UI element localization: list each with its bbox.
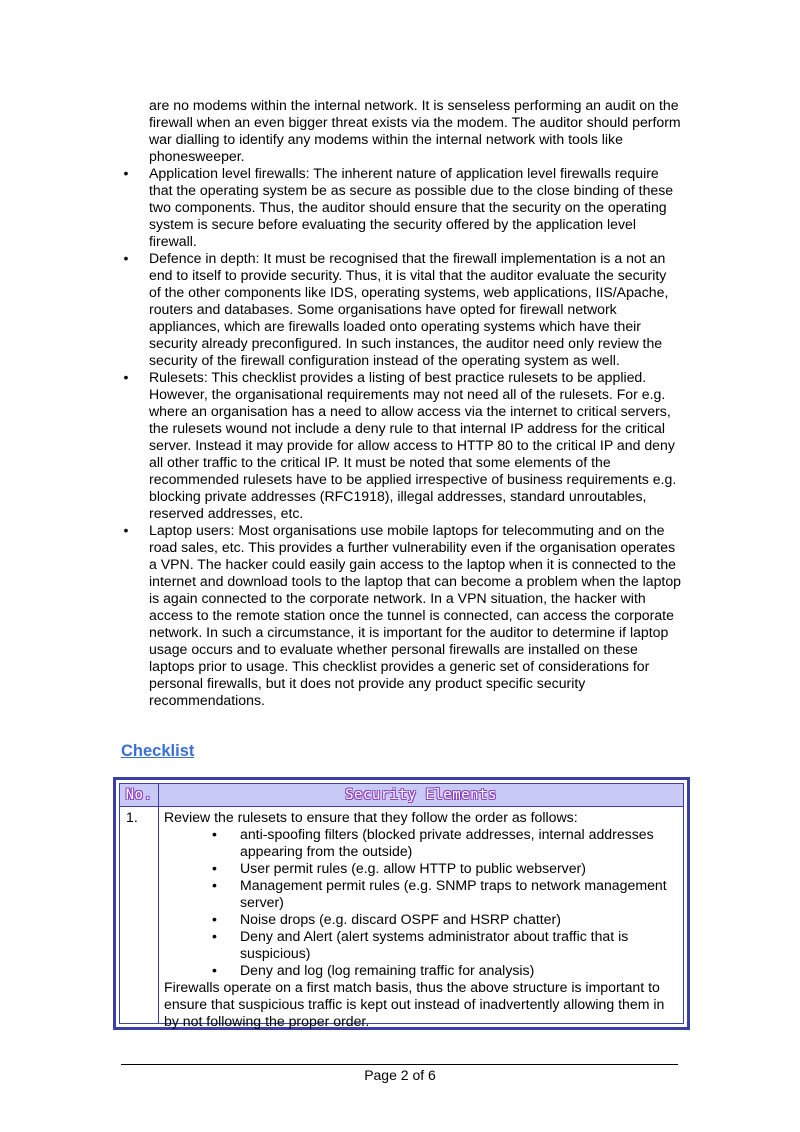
- bullet-icon: •: [212, 860, 217, 876]
- row-number: 1.: [126, 809, 138, 825]
- page-number: Page 2 of 6: [364, 1067, 436, 1083]
- header-no-label: No.: [125, 787, 153, 803]
- table-row: [120, 807, 683, 1029]
- table-inner-frame: [119, 783, 684, 1029]
- list-item-text: User permit rules (e.g. allow HTTP to public webserver): [240, 860, 586, 876]
- checklist-table: [113, 777, 690, 1030]
- row-content-cell: [164, 809, 677, 1030]
- list-item: [164, 962, 677, 979]
- bullet-icon: •: [123, 165, 129, 181]
- bullet-list: [121, 165, 681, 709]
- list-item-text: Noise drops (e.g. discard OSPF and HSRP chatter): [240, 911, 561, 927]
- list-item-text: anti-spoofing filters (blocked private addresses, internal addresses appearing from the outside): [240, 826, 654, 859]
- row-intro: Review the rulesets to ensure that they follow the order as follows:: [164, 809, 578, 825]
- bullet-text: Application level firewalls: The inherent nature of application level firewalls require that the operating system be as secure as possible due to the close binding of these two components. Thus, the auditor should ensure that the security on the operating system is secure before evaluating the security offered by the application level firewall.: [149, 165, 674, 249]
- bullet-item: [121, 165, 681, 250]
- list-item-text: Management permit rules (e.g. SNMP traps to network management server): [240, 877, 667, 910]
- header-elements-label: Security Elements: [345, 787, 497, 803]
- footer-divider: [121, 1064, 678, 1065]
- row-number-cell: [120, 807, 159, 1023]
- bullet-icon: •: [212, 928, 217, 944]
- checklist-heading: Checklist: [121, 742, 195, 760]
- bullet-icon: •: [212, 962, 217, 978]
- header-cell-no: [120, 784, 159, 806]
- paragraph-continuation: are no modems within the internal network. It is senseless performing an audit on the firewall when an even bigger threat exists via the modem. The auditor should perform war dialling to identify any modems within the internal network with tools like phonesweeper.: [149, 97, 681, 164]
- bullet-icon: •: [123, 369, 129, 385]
- list-item-text: Deny and log (log remaining traffic for analysis): [240, 962, 535, 978]
- list-item: [164, 826, 677, 860]
- bullet-item: [121, 522, 681, 709]
- list-item-text: Deny and Alert (alert systems administrator about traffic that is suspicious): [240, 928, 629, 961]
- bullet-icon: •: [123, 522, 129, 538]
- bullet-item: [121, 250, 681, 369]
- table-header: [120, 784, 683, 807]
- bullet-text: Rulesets: This checklist provides a listing of best practice rulesets to be applied. However, the organisational requirements may not need all of the rulesets. For e.g. where an organisation has a need to allow access via the internet to critical servers, the rulesets wound not include a deny rule to that internal IP address for the critical server. Instead it may provide for allow access to HTTP 80 to the critical IP and deny all other traffic to the critical IP. It must be noted that some elements of the recommended rulesets have to be applied irrespective of business requirements e.g. blocking private addresses (RFC1918), illegal addresses, standard unroutables, reserved addresses, etc.: [149, 369, 677, 521]
- bullet-icon: •: [123, 250, 129, 266]
- bullet-item: [121, 369, 681, 522]
- list-item: [164, 877, 677, 911]
- row-outro: Firewalls operate on a first match basis, thus the above structure is important to ensure that suspicious traffic is kept out instead of inadvertently allowing them in by not following the proper order.: [164, 979, 665, 1029]
- bullet-icon: •: [212, 911, 217, 927]
- bullet-text: Defence in depth: It must be recognised that the firewall implementation is a not an end to itself to provide security. Thus, it is vital that the auditor evaluate the security of the other components like IDS, operating systems, web applications, IIS/Apache, routers and databases. Some organisations have opted for firewall network appliances, which are firewalls loaded onto operating systems which have their security already preconfigured. In such instances, the auditor need only review the security of the firewall configuration instead of the operating system as well.: [149, 250, 669, 368]
- bullet-text: Laptop users: Most organisations use mobile laptops for telecommuting and on the road sales, etc. This provides a further vulnerability even if the organisation operates a VPN. The hacker could easily gain access to the laptop when it is connected to the internet and download tools to the laptop that can become a problem when the laptop is again connected to the corporate network. In a VPN situation, the hacker with access to the remote station once the tunnel is connected, can access the corporate network. In such a circumstance, it is important for the auditor to determine if laptop usage occurs and to evaluate whether personal firewalls are installed on these laptops prior to usage. This checklist provides a generic set of considerations for personal firewalls, but it does not provide any product specific security recommendations.: [149, 522, 682, 708]
- bullet-icon: •: [212, 877, 217, 893]
- header-cell-elements: [159, 784, 683, 806]
- body-text: [121, 97, 681, 709]
- bullet-icon: •: [212, 826, 217, 842]
- ruleset-order-list: [164, 826, 677, 979]
- list-item: [164, 928, 677, 962]
- list-item: [164, 860, 677, 877]
- list-item: [164, 911, 677, 928]
